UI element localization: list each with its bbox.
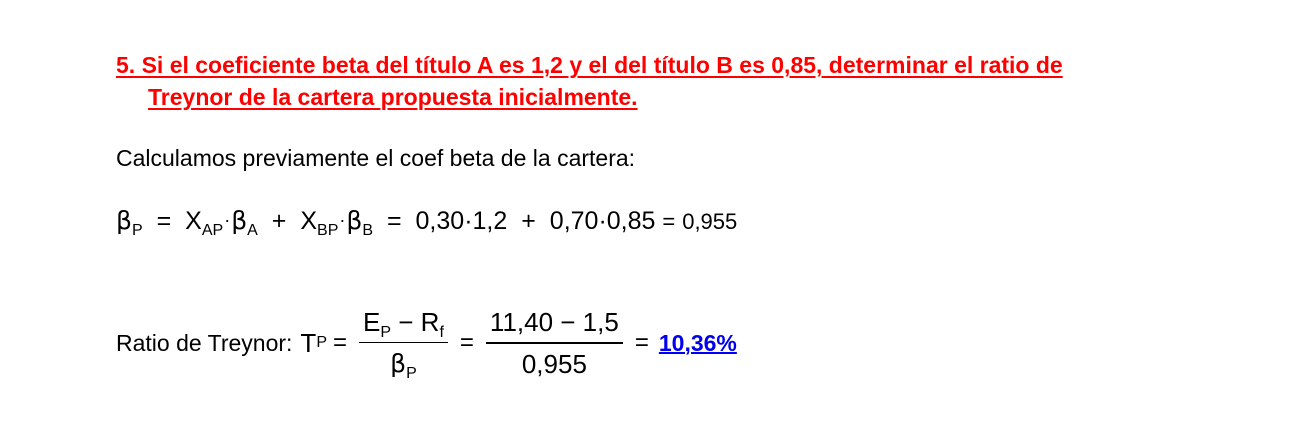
beta-result: 0,955 bbox=[682, 209, 738, 234]
plus-sign: + bbox=[271, 207, 287, 235]
e-symbol: E bbox=[363, 306, 381, 337]
equals-sign: = bbox=[156, 207, 172, 235]
x-symbol: X bbox=[300, 207, 318, 235]
beta-symbol: β bbox=[346, 206, 363, 235]
beta-symbol: β bbox=[116, 206, 132, 235]
x-ap-subscript: AP bbox=[201, 222, 224, 239]
minus-sign: − bbox=[398, 306, 414, 337]
t-symbol: T bbox=[300, 327, 317, 358]
equals-sign: = bbox=[386, 207, 402, 235]
beta-b-subscript: B bbox=[362, 222, 374, 239]
treynor-result: 10,36% bbox=[658, 329, 737, 356]
plus-sign: + bbox=[521, 207, 536, 235]
question-line-2: Treynor de la cartera propuesta inicialmente. bbox=[148, 84, 638, 110]
multiply-dot: · bbox=[224, 210, 231, 230]
fraction-denominator bbox=[386, 343, 421, 381]
x-bp-subscript: BP bbox=[317, 222, 339, 239]
equals-sign-plain: = bbox=[662, 209, 676, 234]
r-symbol: R bbox=[420, 306, 440, 337]
multiply-dot: · bbox=[339, 210, 346, 230]
term-2: 0,70·0,85 bbox=[549, 207, 656, 235]
beta-p-subscript: P bbox=[131, 222, 143, 239]
intro-text: Calculamos previamente el coef beta de la cartera: bbox=[116, 145, 636, 171]
equals-sign: = bbox=[459, 329, 474, 356]
equals-sign: = bbox=[332, 329, 347, 356]
question-line-1: 5. Si el coeficiente beta del título A es 1,2 y el del título B es 0,85, determinar el ratio de bbox=[116, 52, 1063, 78]
beta-symbol: β bbox=[390, 349, 407, 379]
treynor-values-fraction bbox=[486, 305, 623, 381]
beta-p-subscript: P bbox=[406, 365, 417, 383]
x-symbol: X bbox=[185, 207, 202, 235]
fraction-numerator bbox=[359, 305, 448, 342]
treynor-label: Ratio de Treynor: bbox=[116, 329, 293, 356]
equals-sign-plain: = bbox=[634, 329, 649, 356]
term-1: 0,30·1,2 bbox=[415, 207, 508, 235]
treynor-formula-fraction bbox=[359, 305, 448, 382]
e-p-subscript: P bbox=[380, 323, 392, 341]
question-heading bbox=[116, 49, 1256, 113]
treynor-equation: Ratio de Treynor: T P = $\frac{E_P - R_f}{\beta_P}$ = $\frac{11,40 - 1,5}{0,955}$ = 10,36% bbox=[116, 306, 737, 383]
values-numerator: 11,40 − 1,5 bbox=[489, 307, 619, 338]
beta-equation bbox=[116, 200, 737, 240]
beta-symbol: β bbox=[231, 206, 248, 235]
values-denominator: 0,955 bbox=[521, 348, 587, 379]
r-f-subscript: f bbox=[439, 323, 444, 341]
beta-a-subscript: A bbox=[247, 222, 258, 239]
